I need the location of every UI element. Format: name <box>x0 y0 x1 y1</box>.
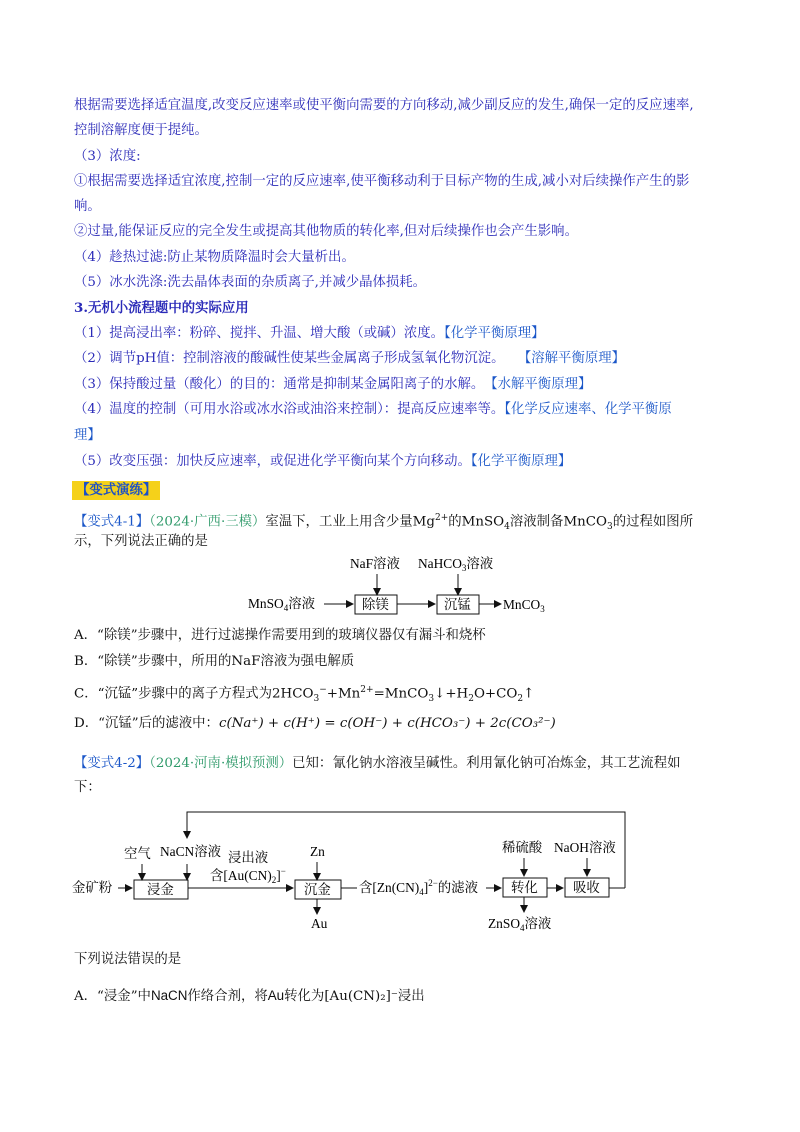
q1-stem: 【变式4-1】（2024·广西·三模）室温下，工业上用含少量$Mg^{2+}$的MnSO$_4$溶液制备MnCO$_3$的过程如图所 <box>74 513 694 533</box>
q2-question: 下列说法错误的是 <box>74 952 182 967</box>
text-line-3: （3）浓度: <box>74 149 141 164</box>
label-ore: 金矿粉 <box>72 880 113 895</box>
label-air: 空气 <box>124 846 151 861</box>
q1-option-a: A．“除镁”步骤中，进行过滤操作需要用到的玻璃仪器仅有漏斗和烧杯 <box>74 628 486 643</box>
q1-option-b: B．“除镁”步骤中，所用的NaF溶液为强电解质 <box>74 654 355 669</box>
q2-stem-text: 已知：氰化钠水溶液呈碱性。利用氰化钠可冶炼金，其工艺流程如 <box>292 756 681 771</box>
app-item-tag: 【化学反应速率、化学平衡原 <box>504 402 672 417</box>
q1-flow-diagram <box>240 552 570 620</box>
label-au: Au <box>311 916 328 931</box>
app-item-tag: 【水解平衡原理】 <box>490 377 592 392</box>
label-leach-liquid: 浸出液 <box>228 850 269 865</box>
step1-label: 除镁 <box>362 597 389 612</box>
label-znso4: ZnSO$_4$溶液 <box>488 916 552 933</box>
section-heading: 3.无机小流程题中的实际应用 <box>74 300 249 316</box>
option-d-equation: c(Na⁺) + c(H⁺) = c(OH⁻) + c(HCO₃⁻) + 2c(CO₃²⁻) <box>218 716 556 731</box>
q1-source: （2024·广西·三模） <box>149 514 266 530</box>
app-item-4 <box>74 400 672 420</box>
app-item-text: （5）改变压强：加快反应速率，或促进化学平衡向某个方向移动。 <box>74 454 471 469</box>
output-mnco3: MnCO$_3$ <box>503 597 545 614</box>
q2-option-a: A．“浸金”中NaCN作络合剂，将Au转化为[Au(CN)₂]⁻浸出 <box>74 988 425 1004</box>
app-item-3 <box>74 375 591 395</box>
reagent-naf: NaF溶液 <box>350 556 400 571</box>
text-line-6: ②过量,能保证反应的完全发生或提高其他物质的转化率,但对后续操作也会产生影响。 <box>74 224 578 239</box>
q1-stem-b: 的MnSO <box>448 514 505 530</box>
step2-label: 沉锰 <box>444 597 471 612</box>
q2-stem-line2: 下： <box>74 780 101 795</box>
app-item-text: （3）保持酸过量（酸化）的目的：通常是抑制某金属阳离子的水解。 <box>74 377 491 392</box>
label-nacn: NaCN溶液 <box>160 844 221 859</box>
app-item-tag: 【化学平衡原理】 <box>470 454 572 469</box>
q1-option-d: D．“沉锰”后的滤液中：c(Na⁺) + c(H⁺) = c(OH⁻) + c(HCO₃⁻) + 2c(CO₃²⁻) <box>74 716 556 731</box>
app-item-tag: 【溶解平衡原理】 <box>524 351 626 366</box>
q1-option-c: C．“沉锰”步骤中的离子方程式为$2HCO_3^-+Mn^{2+}=MnCO_3↓+H_2O+CO_2↑$ <box>74 685 535 705</box>
label-zn: Zn <box>310 844 325 859</box>
q2-source: （2024·河南·模拟预测） <box>149 756 293 771</box>
input-mnso4: MnSO$_4$溶液 <box>248 596 316 613</box>
q2-label: 【变式4-2】 <box>74 756 150 771</box>
app-item-4-cont <box>74 426 101 446</box>
app-item-2 <box>74 349 625 369</box>
app-item-text: （2）调节pH值：控制溶液的酸碱性使某些金属离子形成氢氧化物沉淀。 <box>74 351 525 366</box>
label-filtrate: 含$[Zn(CN)_4]^{2-}$的滤液 <box>359 878 478 897</box>
q2-flow-diagram <box>70 808 640 936</box>
app-item-1 <box>74 324 545 344</box>
label-acid: 稀硫酸 <box>502 840 543 855</box>
transform-label: 转化 <box>511 880 538 895</box>
app-item-tag: 【化学平衡原理】 <box>444 326 545 341</box>
text-line-2: 控制溶解度便于提纯。 <box>74 123 208 138</box>
absorb-label: 吸收 <box>573 880 600 895</box>
q1-stem-line2: 示，下列说法正确的是 <box>74 534 208 549</box>
label-au-complex: 含$[Au(CN)_2]^-$ <box>210 866 286 885</box>
q1-stem-c: 溶液制备MnCO <box>509 514 608 530</box>
app-item-text: （1）提高浸出率：粉碎、搅拌、升温、增大酸（或碱）浓度。 <box>74 326 445 341</box>
app-item-5 <box>74 452 571 472</box>
text-line-7: （4）趁热过滤:防止某物质降温时会大量析出。 <box>74 250 355 265</box>
reagent-nahco3: NaHCO$_3$溶液 <box>418 556 494 573</box>
text-line-1: 根据需要选择适宜温度,改变反应速率或使平衡向需要的方向移动,减少副反应的发生,确保一定的反应速率, <box>74 98 694 113</box>
sink-label: 沉金 <box>304 882 331 897</box>
text-line-8: （5）冰水洗涤:洗去晶体表面的杂质离子,并减少晶体损耗。 <box>74 275 427 290</box>
text-line-5: 响。 <box>74 199 101 214</box>
app-item-text: 理】 <box>74 428 101 443</box>
app-item-text: （4）温度的控制（可用水浴或冰水浴或油浴来控制）：提高反应速率等。 <box>74 402 505 417</box>
q2-stem <box>74 754 680 774</box>
practice-tag: 【变式演练】 <box>72 481 160 500</box>
text-line-4: ①根据需要选择适宜浓度,控制一定的反应速率,使平衡移动利于目标产物的生成,减小对后续操作产生的影 <box>74 174 690 189</box>
q1-stem-a: 室温下，工业上用含少量Mg <box>265 514 435 530</box>
q1-stem-sup: 2+ <box>434 513 449 523</box>
label-naoh: NaOH溶液 <box>554 840 616 855</box>
leach-label: 浸金 <box>147 882 174 897</box>
q1-stem-d: 的过程如图所 <box>612 514 694 530</box>
q1-label: 【变式4-1】 <box>74 514 150 530</box>
